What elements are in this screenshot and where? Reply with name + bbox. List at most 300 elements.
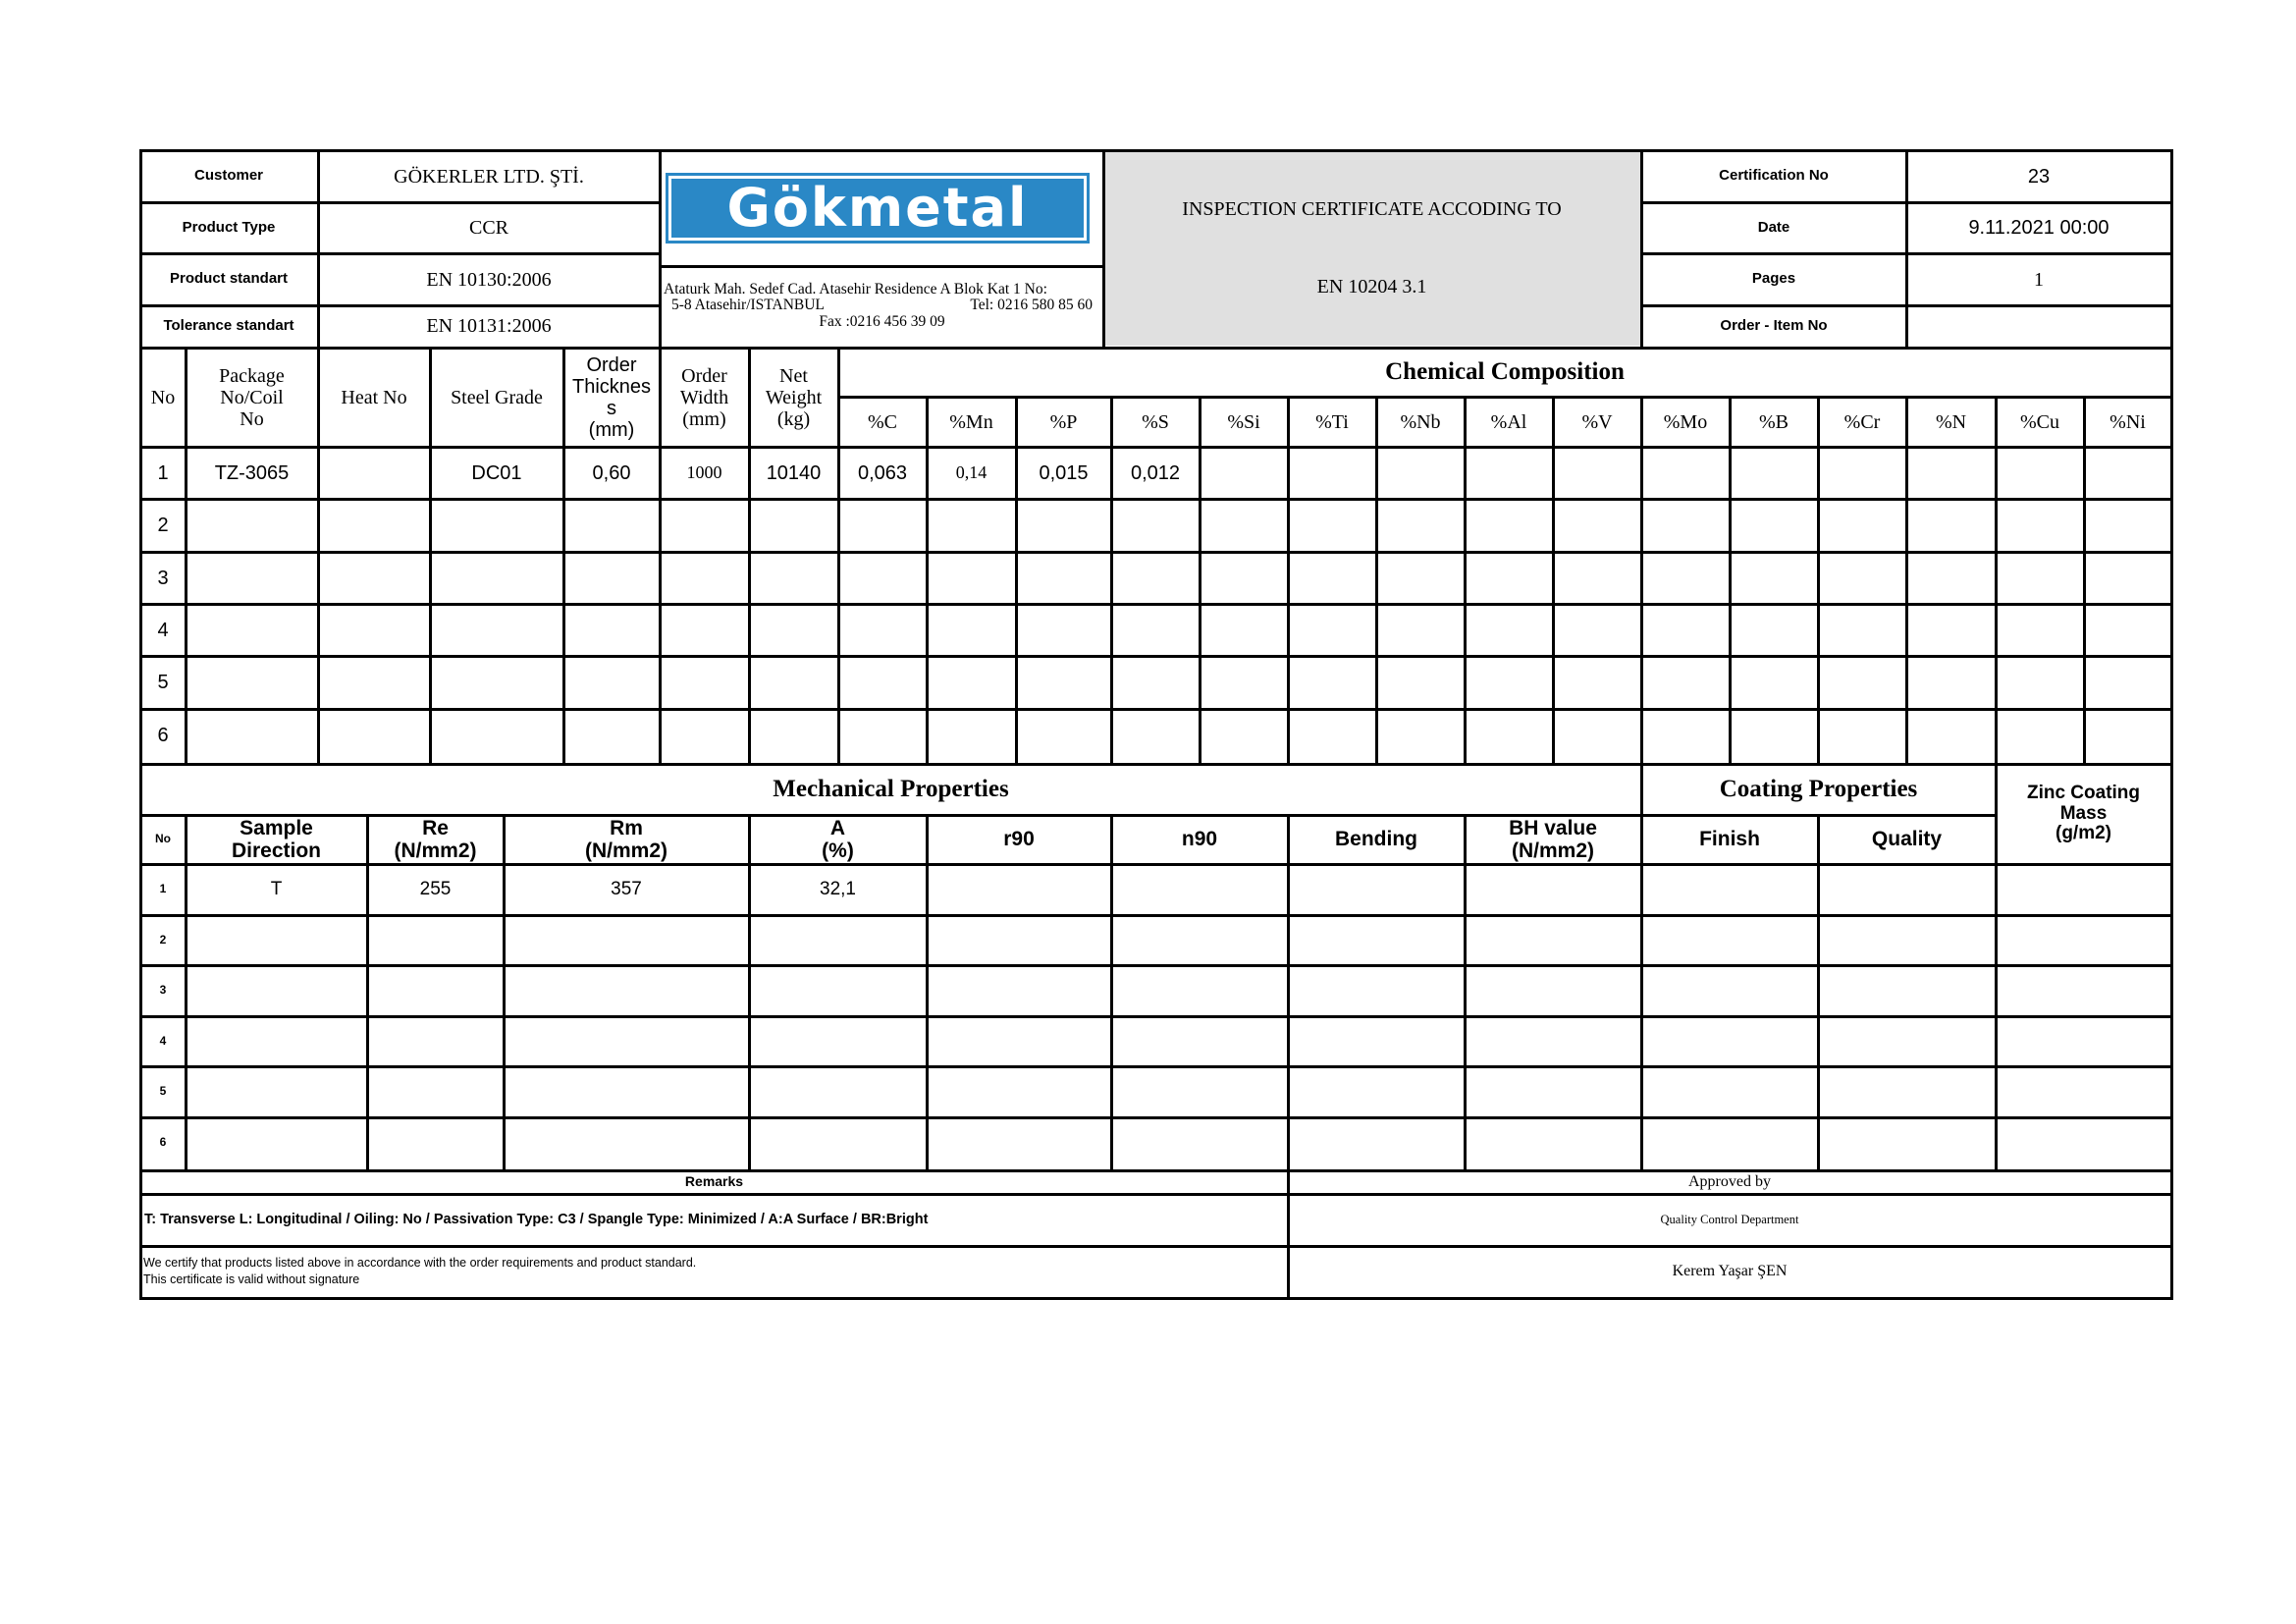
chem-col-width-l1: Order — [681, 364, 727, 387]
chem-row-element — [1996, 656, 2084, 708]
chem-col-weight — [749, 348, 838, 447]
mech-row-no: 3 — [159, 983, 167, 998]
chem-row-package — [186, 552, 318, 604]
chem-row-weight — [749, 656, 838, 708]
chem-row-element — [1818, 709, 1906, 761]
chem-row-heat — [318, 604, 430, 656]
chem-row-element — [1288, 604, 1376, 656]
chem-row-element — [1200, 604, 1288, 656]
mech-row-rm — [504, 1066, 749, 1117]
grid-line-h — [139, 252, 662, 255]
chem-row-element — [1200, 447, 1288, 499]
chem-row-element — [838, 709, 927, 761]
grid-line-v — [429, 347, 432, 766]
tolerance-standard-value: EN 10131:2006 — [426, 315, 552, 337]
chem-element-header: %Si — [1227, 410, 1260, 433]
chem-row-element: 0,063 — [857, 461, 908, 484]
chem-row-element — [838, 552, 927, 604]
mech-row-re — [367, 915, 504, 966]
pages-label: Pages — [1751, 270, 1796, 288]
chem-row-thickness — [563, 552, 660, 604]
grid-line-v — [1287, 814, 1290, 1172]
mech-row-rm: 357 — [611, 878, 642, 899]
company-tel: Tel: 0216 580 85 60 — [970, 297, 1093, 314]
mech-col-re-l1: Re — [422, 816, 449, 839]
grid-line-v — [185, 814, 187, 1172]
grid-line-h — [139, 914, 2173, 917]
chem-row-grade — [430, 709, 563, 761]
grid-line-h — [139, 498, 2173, 501]
chem-row-element — [1376, 709, 1465, 761]
chem-row-element — [1465, 709, 1553, 761]
approved-by-label: Approved by — [1688, 1173, 1771, 1191]
chem-row-width — [660, 499, 749, 551]
mech-row-n90 — [1111, 864, 1288, 915]
certification-no-label: Certification No — [1719, 167, 1829, 185]
grid-line-h — [139, 763, 2173, 766]
mech-row-bh — [1465, 915, 1641, 966]
mech-row-bh — [1465, 864, 1641, 915]
company-fax: Fax :0216 456 39 09 — [819, 312, 945, 330]
chem-row-no: 2 — [157, 514, 169, 536]
grid-line-h — [139, 1065, 2173, 1068]
zinc-coating-l3: (g/m2) — [2056, 823, 2111, 844]
chem-col-thickness-l3: s — [607, 397, 616, 419]
grid-line-v — [837, 347, 840, 766]
chem-row-element — [1465, 604, 1553, 656]
chem-col-thickness-l1: Order — [586, 353, 637, 376]
mech-row-bh — [1465, 1016, 1641, 1067]
chem-row-width: 1000 — [686, 461, 722, 482]
mech-row-r90 — [927, 915, 1111, 966]
chem-col-heat: Heat No — [341, 386, 407, 408]
chem-row-element — [1016, 499, 1111, 551]
chem-row-element — [1730, 656, 1818, 708]
certificate-title-box — [1103, 151, 1640, 346]
chem-col-package-l1: Package — [219, 364, 285, 387]
grid-line-v — [1102, 149, 1105, 350]
grid-line-h — [139, 304, 662, 307]
order-item-label: Order - Item No — [1720, 316, 1828, 334]
chem-row-element — [1016, 656, 1111, 708]
chem-col-weight-l3: (kg) — [776, 407, 811, 430]
mech-col-finish: Finish — [1699, 828, 1760, 851]
chem-row-element — [1553, 656, 1641, 708]
mech-row-bending — [1288, 965, 1465, 1016]
chem-col-thickness-l4: (mm) — [588, 418, 635, 441]
customer-label: Customer — [193, 167, 263, 185]
chem-row-element — [1641, 709, 1730, 761]
mech-row-r90 — [927, 864, 1111, 915]
mech-col-n90: n90 — [1181, 828, 1218, 851]
chem-element-header: %Ni — [2109, 410, 2146, 433]
grid-line-v — [317, 149, 320, 350]
chem-row-element — [1730, 604, 1818, 656]
mech-row-no: 2 — [159, 933, 167, 947]
chem-row-element — [1111, 709, 1200, 761]
mech-row-quality — [1818, 965, 1996, 1016]
approver-department: Quality Control Department — [1660, 1213, 1799, 1227]
chem-row-package: TZ-3065 — [214, 461, 290, 484]
chem-row-weight — [749, 552, 838, 604]
chem-row-element — [1465, 656, 1553, 708]
mech-row-sample — [186, 1016, 367, 1067]
grid-line-v — [185, 347, 187, 766]
mech-row-a — [749, 1066, 927, 1117]
chem-row-element — [1200, 709, 1288, 761]
chem-row-element — [1288, 552, 1376, 604]
chem-col-thickness-l2: Thicknes — [571, 375, 652, 398]
chem-row-element — [1906, 552, 1996, 604]
chem-row-element — [1376, 604, 1465, 656]
chem-row-element — [1906, 604, 1996, 656]
grid-line-v — [366, 814, 369, 1172]
chem-row-element — [1730, 552, 1818, 604]
mech-row-quality — [1818, 1117, 1996, 1168]
chem-row-element — [838, 604, 927, 656]
mech-col-sample-l1: Sample — [240, 816, 313, 839]
chem-row-heat — [318, 447, 430, 499]
chem-element-header: %Al — [1490, 410, 1527, 433]
order-item-value — [1906, 305, 2171, 347]
chem-row-weight — [749, 604, 838, 656]
grid-line-v — [317, 347, 320, 766]
mech-col-bh — [1465, 815, 1641, 864]
remarks-label: Remarks — [684, 1173, 744, 1190]
chem-element-header: %Mo — [1663, 410, 1708, 433]
pages-value: 1 — [2034, 268, 2044, 291]
chem-row-element — [1111, 499, 1200, 551]
mech-row-bending — [1288, 1066, 1465, 1117]
grid-line-h — [139, 446, 2173, 449]
mech-row-sample — [186, 965, 367, 1016]
chem-row-element — [1016, 709, 1111, 761]
chem-element-header: %V — [1581, 410, 1613, 433]
chem-row-element — [1996, 604, 2084, 656]
grid-line-h — [139, 1169, 2173, 1172]
chem-row-element — [1288, 499, 1376, 551]
chemical-composition-title: Chemical Composition — [1385, 358, 1625, 386]
chem-element-header: %Cr — [1843, 410, 1881, 433]
chem-row-element — [1465, 552, 1553, 604]
chem-row-heat — [318, 499, 430, 551]
chem-row-package — [186, 656, 318, 708]
chem-row-no: 6 — [157, 724, 169, 746]
coating-properties-title: Coating Properties — [1719, 776, 1918, 803]
mech-row-r90 — [927, 1066, 1111, 1117]
mech-row-rm — [504, 1016, 749, 1067]
chem-element-header: %Ti — [1315, 410, 1349, 433]
chem-row-width — [660, 709, 749, 761]
chem-row-element — [2084, 499, 2171, 551]
mech-col-rm-l2: (N/mm2) — [584, 839, 667, 862]
chem-col-no: No — [150, 386, 176, 408]
mech-row-re — [367, 1117, 504, 1168]
grid-line-v — [659, 347, 662, 766]
chem-row-element — [1818, 499, 1906, 551]
chem-row-element — [1730, 499, 1818, 551]
chem-row-element — [1553, 499, 1641, 551]
chem-row-thickness — [563, 499, 660, 551]
chem-row-element — [1200, 656, 1288, 708]
chem-row-element: 0,14 — [955, 461, 988, 482]
product-type-label: Product Type — [182, 218, 276, 236]
chem-row-grade — [430, 656, 563, 708]
chem-row-grade — [430, 604, 563, 656]
chem-row-element — [1641, 656, 1730, 708]
chem-col-weight-l1: Net — [779, 364, 808, 387]
grid-line-v — [1640, 149, 1643, 350]
grid-line-h — [139, 863, 2173, 866]
mech-row-sample: T — [270, 878, 283, 899]
mech-row-re: 255 — [419, 878, 452, 899]
grid-line-v — [1287, 1169, 1290, 1300]
grid-line-v — [139, 149, 142, 1300]
mech-row-zinc — [1996, 915, 2171, 966]
grid-line-v — [1817, 814, 1820, 1172]
chem-row-thickness: 0,60 — [592, 461, 631, 484]
chem-row-width — [660, 604, 749, 656]
certify-line2: This certificate is valid without signature — [143, 1272, 360, 1286]
chem-element-header: %Mn — [949, 410, 993, 433]
chem-row-width — [660, 552, 749, 604]
mech-row-zinc — [1996, 965, 2171, 1016]
chem-row-element — [1288, 709, 1376, 761]
grid-line-h — [837, 396, 2173, 399]
company-address — [664, 282, 1100, 347]
grid-line-h — [139, 1193, 2173, 1196]
chem-row-element — [1288, 656, 1376, 708]
chem-row-element — [1553, 604, 1641, 656]
chem-col-package-l3: No — [240, 407, 264, 430]
mech-row-rm — [504, 965, 749, 1016]
mech-row-rm — [504, 915, 749, 966]
chem-row-element — [1376, 552, 1465, 604]
grid-line-v — [926, 814, 929, 1172]
mech-row-a — [749, 1117, 927, 1168]
mech-row-r90 — [927, 965, 1111, 1016]
chem-row-element — [1465, 499, 1553, 551]
mech-row-a — [749, 1016, 927, 1067]
chem-element-header: %C — [868, 410, 897, 433]
chem-row-element — [1906, 499, 1996, 551]
mech-row-n90 — [1111, 915, 1288, 966]
mech-row-a — [749, 915, 927, 966]
product-type-value: CCR — [468, 217, 509, 239]
grid-line-h — [139, 655, 2173, 658]
certificate-title: INSPECTION CERTIFICATE ACCODING TO — [1182, 198, 1562, 220]
chem-row-element — [1376, 499, 1465, 551]
chem-row-element — [1111, 604, 1200, 656]
mech-row-finish — [1641, 965, 1818, 1016]
mech-row-bending — [1288, 1117, 1465, 1168]
chem-row-element — [2084, 447, 2171, 499]
grid-line-v — [1110, 814, 1113, 1172]
grid-line-h — [139, 814, 1998, 817]
chem-row-element — [1906, 656, 1996, 708]
mech-col-no: No — [155, 832, 171, 846]
remarks-text: T: Transverse L: Longitudinal / Oiling: No / Passivation Type: C3 / Spangle Type: Minimized / A:A Surface / BR:Bright — [144, 1212, 929, 1228]
grid-line-h — [139, 1015, 2173, 1018]
mech-row-r90 — [927, 1016, 1111, 1067]
grid-line-h — [139, 1297, 2173, 1300]
chem-col-width-l3: (mm) — [682, 407, 726, 430]
grid-line-h — [139, 551, 2173, 554]
mech-row-bending — [1288, 864, 1465, 915]
chem-row-no: 4 — [157, 619, 169, 641]
chem-row-element — [1200, 552, 1288, 604]
chem-row-element — [927, 499, 1016, 551]
grid-line-v — [2170, 149, 2173, 1300]
zinc-coating-l2: Mass — [2059, 802, 2108, 824]
mech-col-bh-l2: (N/mm2) — [1511, 839, 1594, 862]
chem-row-element — [1996, 552, 2084, 604]
mech-col-rm — [504, 815, 749, 864]
mech-col-re-l2: (N/mm2) — [394, 839, 477, 862]
chem-row-heat — [318, 552, 430, 604]
mech-row-finish — [1641, 1066, 1818, 1117]
mech-col-sample — [186, 815, 367, 864]
chem-row-element — [1641, 499, 1730, 551]
grid-line-h — [139, 201, 662, 204]
mech-col-sample-l2: Direction — [231, 839, 321, 862]
mech-row-re — [367, 1066, 504, 1117]
mech-col-a — [749, 815, 927, 864]
chem-row-element — [2084, 604, 2171, 656]
mech-row-rm — [504, 1117, 749, 1168]
mech-col-bending: Bending — [1335, 828, 1417, 851]
chem-row-heat — [318, 656, 430, 708]
chem-row-element — [1553, 709, 1641, 761]
mech-row-re — [367, 965, 504, 1016]
mech-row-re — [367, 1016, 504, 1067]
chem-row-weight — [749, 709, 838, 761]
chem-col-package-l2: No/Coil — [220, 386, 284, 408]
mech-row-finish — [1641, 1117, 1818, 1168]
chem-element-header: %N — [1935, 410, 1967, 433]
tolerance-standard-label: Tolerance standart — [163, 316, 294, 334]
zinc-coating-l1: Zinc Coating — [2026, 782, 2141, 803]
chem-row-element — [1906, 709, 1996, 761]
chem-element-header: %B — [1759, 410, 1789, 433]
grid-line-h — [139, 964, 2173, 967]
product-standard-label: Product standart — [169, 270, 288, 288]
mech-row-zinc — [1996, 1066, 2171, 1117]
chem-row-element — [1996, 499, 2084, 551]
mech-row-finish — [1641, 1016, 1818, 1067]
grid-line-h — [139, 347, 2173, 350]
mech-row-a — [749, 965, 927, 1016]
mech-row-finish — [1641, 864, 1818, 915]
mech-col-bh-l1: BH value — [1509, 816, 1597, 839]
mech-row-quality — [1818, 864, 1996, 915]
mech-row-a: 32,1 — [820, 878, 856, 899]
chem-row-thickness — [563, 656, 660, 708]
grid-line-h — [139, 149, 2173, 152]
chem-row-element — [1111, 656, 1200, 708]
mech-row-finish — [1641, 915, 1818, 966]
mech-col-rm-l1: Rm — [610, 816, 643, 839]
grid-line-v — [1640, 763, 1643, 1172]
chem-row-thickness — [563, 709, 660, 761]
mech-row-sample — [186, 1117, 367, 1168]
address-line2: 5-8 Atasehir/ISTANBUL — [671, 297, 825, 314]
certification-no-value: 23 — [2027, 165, 2051, 188]
mech-row-r90 — [927, 1117, 1111, 1168]
mech-row-n90 — [1111, 1016, 1288, 1067]
mech-row-bh — [1465, 1117, 1641, 1168]
chem-row-element — [1641, 604, 1730, 656]
mech-row-bending — [1288, 915, 1465, 966]
grid-line-v — [748, 347, 751, 766]
chem-row-element — [1288, 447, 1376, 499]
chem-row-element — [1553, 552, 1641, 604]
grid-line-h — [139, 603, 2173, 606]
chem-row-element — [1996, 447, 2084, 499]
chem-row-package — [186, 604, 318, 656]
chem-row-grade: DC01 — [471, 461, 522, 484]
customer-value: GÖKERLER LTD. ŞTİ. — [394, 165, 584, 188]
mech-row-no: 6 — [159, 1135, 167, 1150]
chem-row-heat — [318, 709, 430, 761]
chem-row-element — [1376, 656, 1465, 708]
chem-row-element: 0,012 — [1130, 461, 1181, 484]
certificate-standard: EN 10204 3.1 — [1316, 276, 1427, 298]
chem-row-element — [927, 552, 1016, 604]
chem-row-element — [1906, 447, 1996, 499]
mech-row-n90 — [1111, 1066, 1288, 1117]
chem-col-package — [186, 348, 318, 447]
chem-row-element: 0,015 — [1039, 461, 1089, 484]
chem-col-thickness — [563, 348, 660, 447]
chem-row-element — [1818, 447, 1906, 499]
chem-row-element — [1200, 499, 1288, 551]
company-logo — [666, 173, 1090, 244]
mech-col-a-l1: A — [829, 816, 846, 839]
chem-row-element — [1996, 709, 2084, 761]
chem-col-width-l2: Width — [679, 386, 729, 408]
chem-row-grade — [430, 552, 563, 604]
certify-statement — [143, 1255, 1282, 1294]
chem-row-element — [1730, 709, 1818, 761]
mech-row-quality — [1818, 1016, 1996, 1067]
chem-row-element — [2084, 656, 2171, 708]
chem-row-thickness — [563, 604, 660, 656]
grid-line-v — [1464, 814, 1467, 1172]
mech-row-bh — [1465, 1066, 1641, 1117]
mech-row-n90 — [1111, 1117, 1288, 1168]
chem-row-package — [186, 709, 318, 761]
chem-row-element — [1553, 447, 1641, 499]
chem-row-element — [927, 604, 1016, 656]
grid-line-v — [1905, 149, 1908, 350]
chem-row-no: 1 — [157, 461, 169, 484]
chem-row-element — [1818, 604, 1906, 656]
mech-row-no: 4 — [159, 1034, 167, 1049]
certify-line1: We certify that products listed above in accordance with the order requirements and product standard. — [143, 1256, 697, 1270]
chem-row-element — [1016, 604, 1111, 656]
chem-row-no: 5 — [157, 671, 169, 693]
mech-row-bending — [1288, 1016, 1465, 1067]
zinc-coating-header — [1996, 764, 2171, 864]
chem-row-width — [660, 656, 749, 708]
grid-line-v — [748, 814, 751, 1172]
mech-row-zinc — [1996, 1016, 2171, 1067]
mechanical-properties-title: Mechanical Properties — [773, 776, 1009, 803]
chem-row-package — [186, 499, 318, 551]
mech-row-sample — [186, 915, 367, 966]
chem-row-element — [2084, 552, 2171, 604]
